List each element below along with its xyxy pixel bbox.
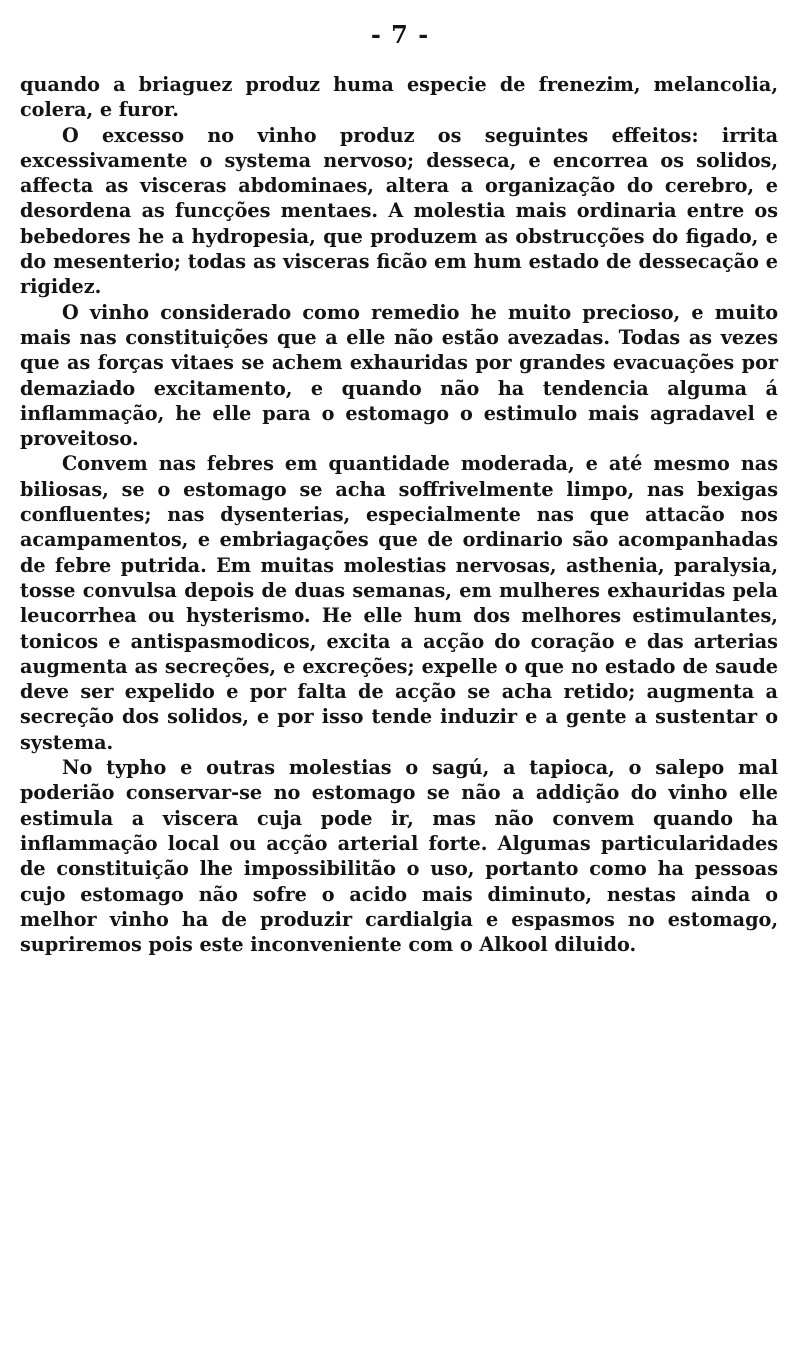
paragraph: Convem nas febres em quantidade moderada, e até mesmo nas biliosas, se o estomago se acha soffrivelmente limpo, nas bexigas confluentes; nas dysenterias, especialmente nas que attacão nos acampamentos, e embriagações que de ordinario são acompanhadas de febre putrida. Em muitas molestias nervosas, asthenia, paralysia, tosse convulsa depois de duas semanas, em mulheres exhauridas pela leucorrhea ou hysterismo. He elle hum dos melhores estimulantes, tonicos e antispasmodicos, excita a acção do coração e das arterias augmenta as secreções, e excreções; expelle o que no estado de saude deve ser expelido e por falta de acção se acha retido; augmenta a secreção dos solidos, e por isso tende induzir e a gente a sustentar o systema. <box>20 452 778 754</box>
paragraph: O vinho considerado como remedio he muito precioso, e muito mais nas constituições que a elle não estão avezadas. Todas as vezes que as forças vitaes se achem exhauridas por grandes evacuações por demaziado excitamento, e quando não ha tendencia alguma á inflammação, he elle para o estomago o estimulo mais agradavel e proveitoso. <box>20 300 778 451</box>
paragraph: O excesso no vinho produz os seguintes effeitos: irrita excessivamente o systema nervoso; desseca, e encorrea os solidos, affecta as visceras abdominaes, altera a organização do cerebro, e desordena as funcções mentaes. A molestia mais ordinaria entre os bebedores he a hydropesia, que produzem as obstrucções do figado, e do mesenterio; todas as visceras ficão em hum estado de dessecação e rigidez. <box>20 123 778 299</box>
page-number: - 7 - <box>370 20 430 49</box>
body-text <box>20 72 778 957</box>
paragraph: No typho e outras molestias o sagú, a tapioca, o salepo mal poderião conservar-se no estomago se não a addição do vinho elle estimula a viscera cuja pode ir, mas não convem quando ha inflammação local ou acção arterial forte. Algumas particularidades de constituição lhe impossibilitão o uso, portanto como ha pessoas cujo estomago não sofre o acido mais diminuto, nestas ainda o melhor vinho ha de produzir cardialgia e espasmos no estomago, supriremos pois este inconveniente com o Alkool diluido. <box>20 756 778 957</box>
paragraph: quando a briaguez produz huma especie de frenezim, melancolia, colera, e furor. <box>20 73 778 122</box>
